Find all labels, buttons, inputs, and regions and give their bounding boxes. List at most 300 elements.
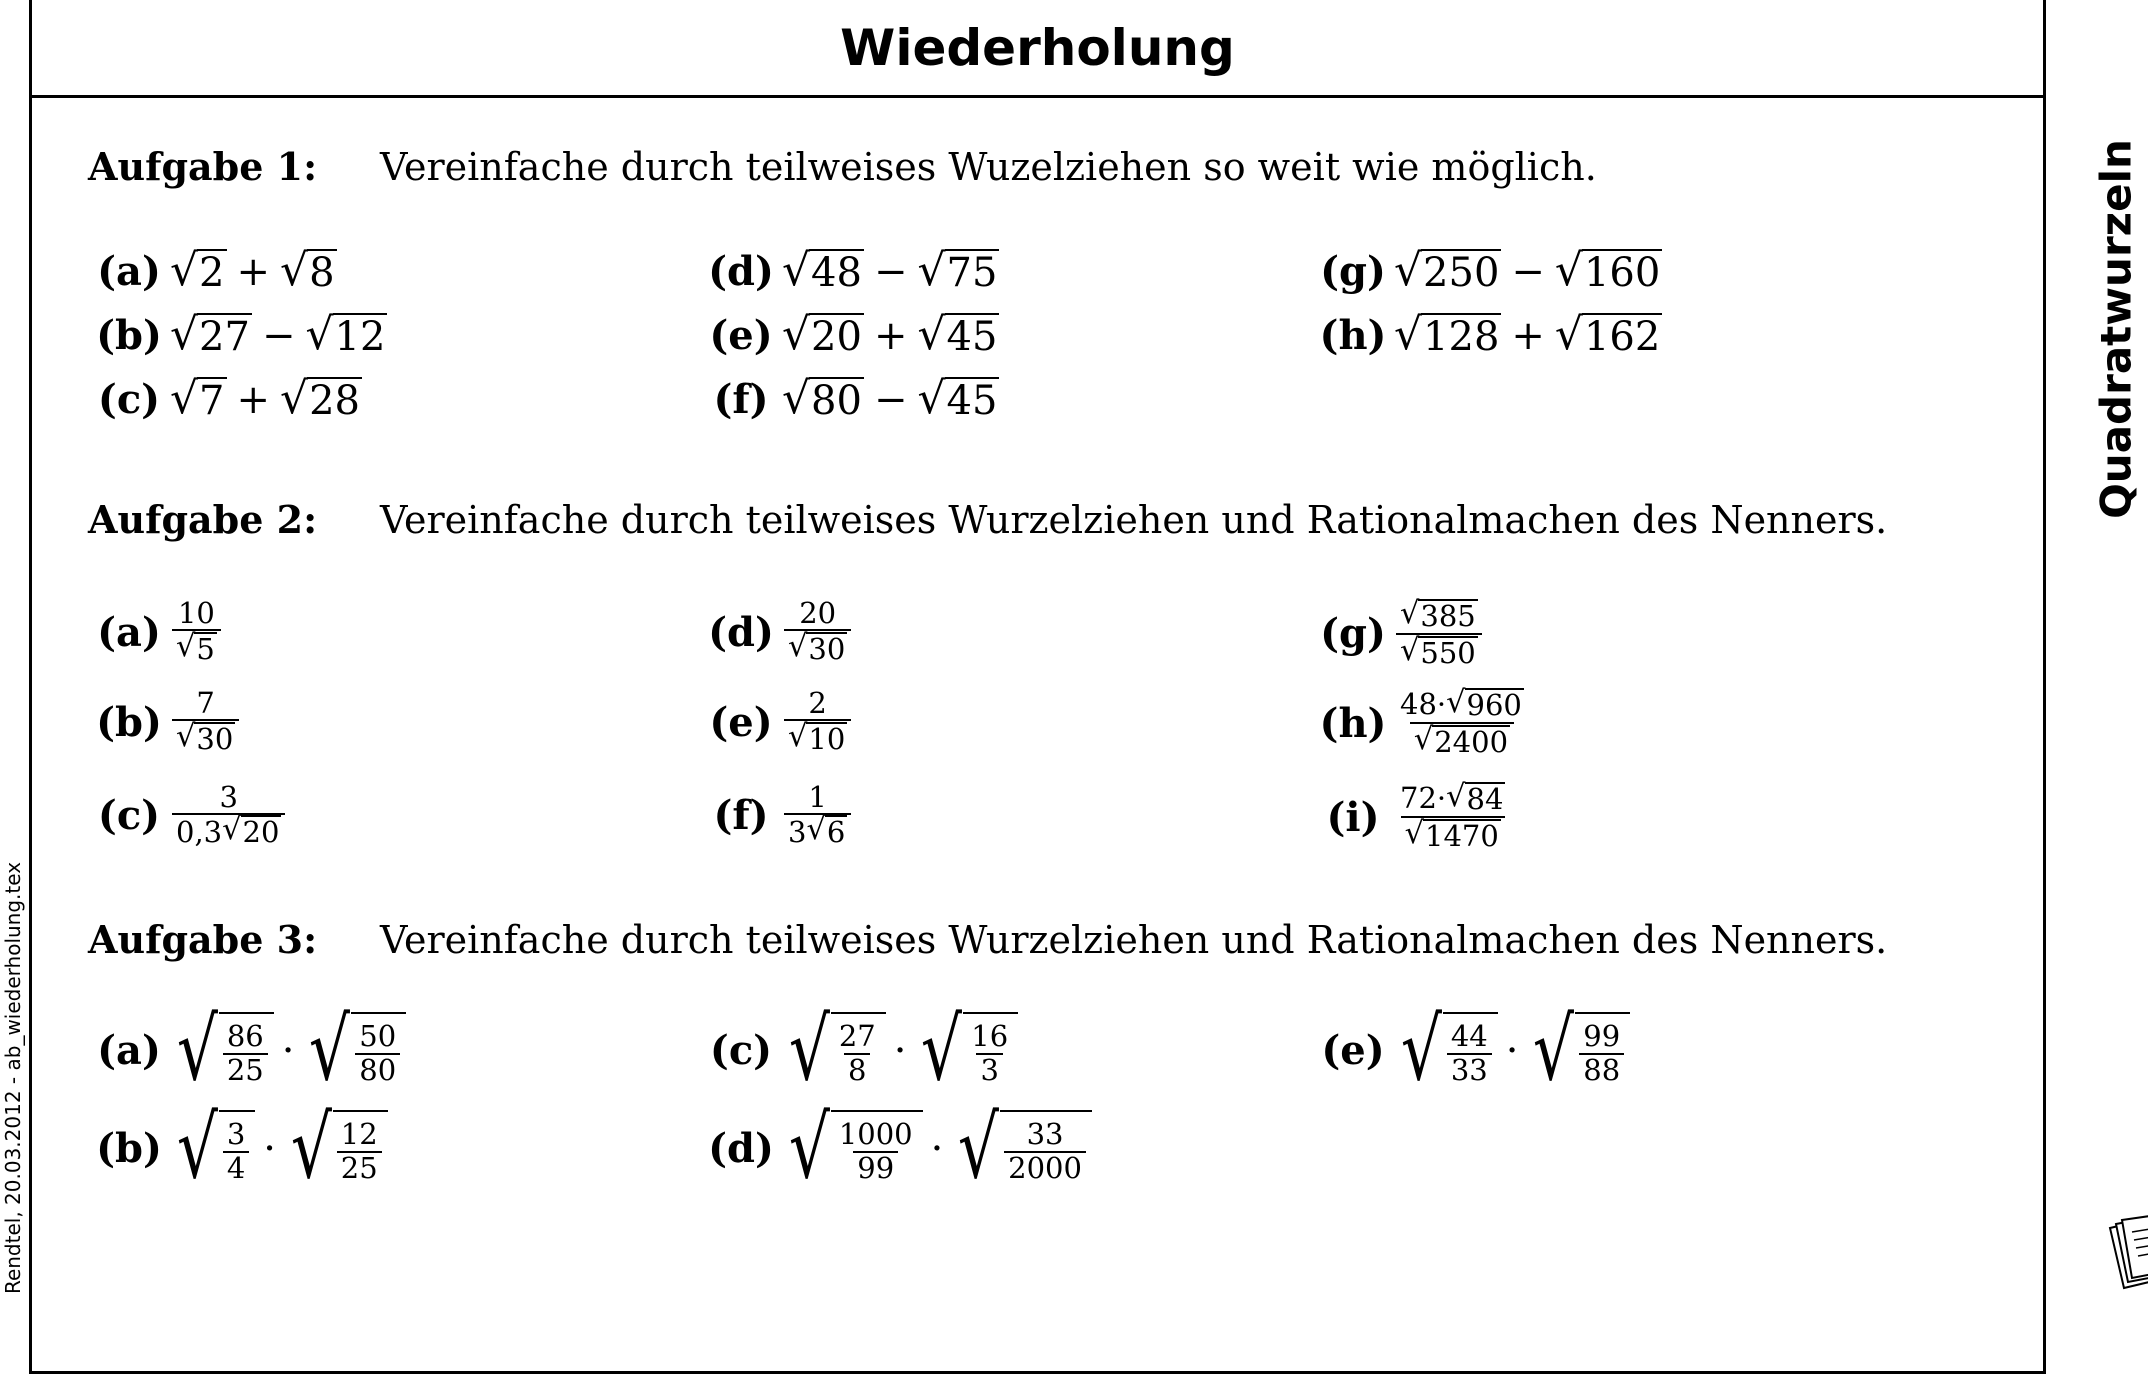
- operator: +: [1511, 312, 1545, 359]
- task-1-instruction: Vereinfache durch teilweises Wuzelziehen so weit wie möglich.: [380, 145, 1597, 189]
- radicand: 160: [1583, 249, 1661, 296]
- value: 3: [226, 1117, 246, 1152]
- item-label: (b): [96, 312, 162, 359]
- denominator: [976, 1053, 1002, 1086]
- item-label: (c): [709, 1027, 773, 1075]
- fraction: [835, 1021, 880, 1086]
- square-root: [170, 244, 227, 296]
- root-symbol: √: [1554, 244, 1583, 296]
- task-2-item: [88, 688, 241, 756]
- denominator: [223, 1053, 268, 1086]
- expression: [170, 308, 387, 360]
- fraction: [1579, 1021, 1624, 1086]
- expression: [782, 782, 853, 849]
- fraction: [337, 1119, 382, 1184]
- root-symbol: √: [1394, 308, 1423, 360]
- task-1-heading: [88, 144, 1597, 189]
- expression: [170, 1098, 388, 1198]
- expression: [170, 372, 362, 424]
- item-label: (g): [1320, 610, 1386, 658]
- square-root: [914, 1000, 1018, 1100]
- radicand: 12: [334, 313, 386, 360]
- root-symbol: √: [222, 812, 242, 848]
- task-2-item: [88, 782, 287, 849]
- term: [176, 719, 235, 757]
- task-2-label: Aufgabe 2:: [88, 497, 318, 542]
- denominator: [355, 1053, 400, 1086]
- expression: [782, 308, 999, 360]
- square-root: [170, 308, 252, 360]
- expression: [782, 688, 853, 756]
- operator: −: [873, 376, 908, 423]
- square-root: [1446, 685, 1524, 722]
- item-label: (h): [1319, 699, 1387, 747]
- multiply-dot: ·: [1505, 1027, 1519, 1074]
- item-label: (e): [709, 698, 773, 746]
- square-root: [782, 1098, 923, 1198]
- value: 33: [1026, 1117, 1064, 1152]
- radicand: 84: [1466, 782, 1504, 816]
- denominator: [1447, 1053, 1492, 1086]
- value: 99: [1583, 1019, 1621, 1054]
- item-label: (b): [96, 698, 162, 746]
- fraction: [784, 688, 851, 756]
- task-1-label: Aufgabe 1:: [88, 144, 318, 189]
- radicand: 10: [808, 722, 846, 757]
- item-label: (e): [709, 312, 773, 359]
- numerator-value: 10: [177, 596, 215, 630]
- task-1-item: [700, 244, 999, 296]
- square-root: [305, 308, 387, 360]
- radicand: 6: [826, 815, 846, 850]
- task-3-instruction: Vereinfache durch teilweises Wurzelziehen und Rationalmachen des Nenners.: [380, 918, 1888, 962]
- item-label: (i): [1326, 793, 1380, 841]
- root-symbol: √: [788, 1000, 830, 1100]
- fraction: [1396, 598, 1482, 670]
- radicand: 8: [309, 249, 335, 296]
- root-symbol: √: [176, 1098, 218, 1198]
- square-root: [1394, 1000, 1498, 1100]
- numerator: [804, 688, 830, 719]
- root-symbol: √: [782, 372, 811, 424]
- root-symbol: √: [917, 308, 946, 360]
- task-3-item: [88, 1000, 406, 1100]
- denominator: [223, 1151, 249, 1184]
- numerator: [1579, 1021, 1624, 1052]
- expression: [170, 244, 337, 296]
- square-root: [1413, 721, 1510, 759]
- multiply-dot: ·: [893, 1027, 907, 1074]
- item-label: (d): [708, 1125, 774, 1173]
- multiply-dot: ·: [281, 1027, 295, 1074]
- radicand: 550: [1420, 635, 1476, 670]
- radicand: 1470: [1425, 818, 1499, 853]
- radicand: 80: [811, 377, 862, 424]
- denominator: [1579, 1053, 1624, 1086]
- radicand: [1443, 1012, 1498, 1089]
- value: 25: [226, 1052, 264, 1087]
- numerator: [795, 598, 840, 629]
- denominator: [1401, 816, 1505, 853]
- radicand: [219, 1110, 255, 1187]
- root-symbol: √: [1400, 632, 1420, 668]
- expression: [170, 688, 241, 756]
- root-symbol: √: [921, 1000, 963, 1100]
- item-label: (b): [96, 1125, 162, 1173]
- task-2-item: [88, 598, 223, 666]
- expression: [1394, 308, 1662, 360]
- root-symbol: √: [1533, 1000, 1575, 1100]
- operator: −: [1511, 248, 1545, 295]
- item-label: (f): [713, 792, 769, 840]
- task-1-item: [88, 244, 337, 296]
- item-label: (d): [708, 248, 774, 295]
- numerator: [967, 1021, 1012, 1052]
- multiply-dot: ·: [263, 1125, 276, 1172]
- fraction: [223, 1119, 249, 1184]
- radicand: 28: [309, 377, 360, 424]
- square-root: [170, 1098, 255, 1198]
- radicand: 75: [946, 249, 998, 296]
- coefficient: 72·: [1400, 781, 1447, 816]
- radicand: [219, 1012, 274, 1089]
- task-1-item: [700, 372, 999, 424]
- task-2-instruction: Vereinfache durch teilweises Wurzelziehen und Rationalmachen des Nenners.: [380, 498, 1888, 542]
- square-root: [284, 1098, 388, 1198]
- expression: [782, 244, 999, 296]
- side-title-text: Quadratwurzeln: [2091, 139, 2141, 519]
- value: 1000: [838, 1117, 913, 1152]
- square-root: [917, 308, 999, 360]
- expression: [1394, 244, 1662, 296]
- root-symbol: √: [1400, 596, 1420, 631]
- value: 3: [980, 1052, 999, 1087]
- item-label: (h): [1319, 312, 1387, 359]
- radicand: [333, 1110, 388, 1187]
- numerator: [174, 598, 219, 629]
- radicand: [1000, 1110, 1092, 1187]
- page-title: Wiederholung: [840, 18, 1235, 77]
- radicand: 162: [1583, 313, 1661, 360]
- denominator: [1410, 722, 1514, 759]
- term: [1413, 721, 1510, 759]
- task-1-item: [1312, 244, 1662, 296]
- footer-text: Rendtel, 20.03.2012 - ab_wiederholung.tex: [1, 861, 25, 1295]
- task-3-item: [1312, 1000, 1630, 1100]
- denominator: [844, 1053, 870, 1086]
- value: 16: [971, 1019, 1009, 1054]
- denominator: [784, 719, 851, 756]
- root-symbol: √: [170, 372, 199, 424]
- root-symbol: √: [1413, 721, 1434, 757]
- term: [176, 812, 281, 850]
- radicand: 30: [196, 722, 234, 757]
- value: 12: [340, 1117, 378, 1152]
- fraction: [172, 688, 239, 756]
- term: [788, 719, 847, 757]
- numerator: [223, 1021, 268, 1052]
- task-3-item: [88, 1098, 388, 1198]
- root-symbol: √: [280, 372, 309, 424]
- square-root: [782, 308, 864, 360]
- fraction: [172, 782, 285, 849]
- square-root: [788, 629, 847, 667]
- item-label: (c): [97, 792, 161, 840]
- denominator: [337, 1151, 382, 1184]
- fraction: [355, 1021, 400, 1086]
- root-symbol: √: [1446, 685, 1466, 720]
- item-label: (e): [1321, 1027, 1385, 1075]
- square-root: [170, 372, 227, 424]
- task-3-item: [700, 1000, 1018, 1100]
- item-label: (a): [97, 608, 161, 656]
- fraction: [784, 598, 851, 666]
- square-root: [222, 812, 281, 850]
- value: 88: [1583, 1052, 1621, 1087]
- expression: [782, 1000, 1018, 1100]
- root-symbol: √: [170, 244, 199, 296]
- task-1-item: [1312, 308, 1662, 360]
- term: [1400, 596, 1478, 633]
- root-symbol: √: [788, 1098, 830, 1198]
- square-root: [1526, 1000, 1630, 1100]
- fraction: [1396, 779, 1509, 853]
- radicand: 250: [1423, 249, 1500, 296]
- task-2-item: [700, 688, 853, 756]
- root-symbol: √: [917, 372, 946, 424]
- term: [1400, 632, 1478, 670]
- fraction: [784, 782, 851, 849]
- square-root: [788, 719, 847, 757]
- task-1-item: [88, 308, 387, 360]
- numerator: [1023, 1119, 1068, 1150]
- document-pen-icon: [2100, 1208, 2148, 1298]
- square-root: [170, 1000, 274, 1100]
- radicand: [1575, 1012, 1630, 1089]
- square-root: [176, 719, 235, 757]
- square-root: [806, 812, 847, 850]
- operator: +: [873, 312, 908, 359]
- root-symbol: √: [176, 1000, 218, 1100]
- fraction: [1396, 685, 1528, 759]
- radicand: 2: [199, 249, 225, 296]
- expression: [170, 782, 287, 849]
- fraction: [223, 1021, 268, 1086]
- denominator: [1004, 1151, 1086, 1184]
- footer-note: [0, 818, 26, 1338]
- operator: +: [236, 248, 271, 295]
- radicand: 20: [811, 313, 862, 360]
- denominator: [784, 629, 851, 666]
- title-bar: [29, 0, 2046, 98]
- root-symbol: √: [309, 1000, 351, 1100]
- numerator: [835, 1021, 880, 1052]
- fraction: [835, 1119, 917, 1184]
- radicand: 27: [199, 313, 250, 360]
- item-label: (a): [97, 248, 161, 295]
- root-symbol: √: [176, 719, 196, 755]
- square-root: [1400, 632, 1478, 670]
- square-root: [1554, 308, 1662, 360]
- value: 25: [340, 1150, 378, 1185]
- expression: [782, 372, 999, 424]
- radicand: 45: [946, 377, 998, 424]
- task-2-heading: [88, 497, 1887, 542]
- value: 8: [848, 1052, 867, 1087]
- square-root: [782, 244, 864, 296]
- value: 33: [1450, 1052, 1488, 1087]
- root-symbol: √: [806, 812, 826, 848]
- radicand: 5: [196, 632, 215, 667]
- coefficient: 3: [788, 814, 807, 849]
- expression: [1394, 685, 1530, 759]
- root-symbol: √: [280, 244, 309, 296]
- radicand: 385: [1420, 599, 1476, 633]
- multiply-dot: ·: [930, 1125, 944, 1172]
- numerator: [337, 1119, 382, 1150]
- radicand: [963, 1012, 1018, 1089]
- term: [1404, 815, 1501, 853]
- square-root: [782, 1000, 886, 1100]
- value: 4: [226, 1150, 246, 1185]
- numerator-value: 2: [808, 686, 827, 720]
- root-symbol: √: [782, 308, 811, 360]
- numerator-value: 7: [196, 686, 215, 720]
- square-root: [1400, 596, 1478, 633]
- value: 50: [359, 1019, 397, 1054]
- numerator: [1396, 598, 1482, 633]
- square-root: [951, 1098, 1092, 1198]
- term: [1400, 685, 1524, 722]
- numerator: [804, 782, 830, 813]
- root-symbol: √: [958, 1098, 1000, 1198]
- radicand: 7: [199, 377, 225, 424]
- value: 2000: [1008, 1150, 1082, 1185]
- fraction: [967, 1021, 1012, 1086]
- denominator: [1396, 633, 1482, 670]
- task-1-item: [88, 372, 362, 424]
- root-symbol: √: [788, 629, 808, 665]
- fraction: [172, 598, 221, 666]
- root-symbol: √: [1554, 308, 1583, 360]
- coefficient: 0,3: [176, 814, 223, 849]
- numerator-value: 20: [799, 596, 837, 630]
- expression: [782, 1098, 1092, 1198]
- radicand: [351, 1012, 406, 1089]
- task-2-item: [1312, 598, 1484, 670]
- value: 27: [838, 1019, 876, 1054]
- root-symbol: √: [782, 244, 811, 296]
- radicand: 30: [808, 632, 846, 667]
- expression: [1394, 1000, 1630, 1100]
- denominator: [172, 629, 221, 666]
- denominator: [172, 813, 285, 849]
- numerator: [355, 1021, 400, 1052]
- item-label: (c): [97, 376, 161, 423]
- denominator: [784, 813, 851, 849]
- task-3-label: Aufgabe 3:: [88, 917, 318, 962]
- root-symbol: √: [305, 308, 334, 360]
- square-root: [782, 372, 864, 424]
- root-symbol: √: [1400, 1000, 1442, 1100]
- side-title: [2091, 139, 2141, 519]
- square-root: [176, 629, 217, 667]
- square-root: [1554, 244, 1662, 296]
- numerator-value: 3: [219, 780, 238, 814]
- root-symbol: √: [1404, 815, 1425, 851]
- operator: −: [261, 312, 296, 359]
- square-root: [1446, 779, 1505, 816]
- operator: +: [236, 376, 271, 423]
- radicand: 960: [1466, 688, 1522, 722]
- denominator: [853, 1151, 898, 1184]
- radicand: 45: [946, 313, 998, 360]
- value: 80: [359, 1052, 397, 1087]
- value: 44: [1450, 1019, 1488, 1054]
- task-2-item: [700, 782, 853, 849]
- fraction: [1004, 1119, 1086, 1184]
- numerator-value: 1: [808, 780, 827, 814]
- expression: [1394, 598, 1484, 670]
- expression: [1394, 779, 1511, 853]
- square-root: [1394, 308, 1501, 360]
- numerator: [215, 782, 241, 813]
- value: 86: [226, 1019, 264, 1054]
- term: [1400, 779, 1505, 816]
- task-3-heading: [88, 917, 1887, 962]
- numerator: [835, 1119, 917, 1150]
- item-label: (g): [1320, 248, 1386, 295]
- item-label: (f): [713, 376, 769, 423]
- value: 99: [857, 1150, 895, 1185]
- numerator: [192, 688, 218, 719]
- item-label: (a): [97, 1027, 161, 1075]
- task-2-item: [1312, 685, 1530, 759]
- task-1-item: [700, 308, 999, 360]
- operator: −: [873, 248, 908, 295]
- root-symbol: √: [176, 629, 196, 665]
- denominator: [172, 719, 239, 756]
- task-3-item: [700, 1098, 1092, 1198]
- term: [788, 812, 847, 850]
- root-symbol: √: [788, 719, 808, 755]
- radicand: [831, 1012, 886, 1089]
- square-root: [917, 372, 999, 424]
- expression: [170, 1000, 406, 1100]
- root-symbol: √: [290, 1098, 332, 1198]
- radicand: 128: [1423, 313, 1500, 360]
- expression: [782, 598, 853, 666]
- root-symbol: √: [1394, 244, 1423, 296]
- square-root: [917, 244, 999, 296]
- fraction: [1447, 1021, 1492, 1086]
- square-root: [280, 372, 362, 424]
- item-label: (d): [708, 608, 774, 656]
- radicand: [831, 1110, 923, 1187]
- task-2-item: [1312, 779, 1511, 853]
- term: [176, 629, 217, 667]
- task-2-item: [700, 598, 853, 666]
- radicand: 48: [811, 249, 862, 296]
- square-root: [302, 1000, 406, 1100]
- term: [788, 629, 847, 667]
- root-symbol: √: [917, 244, 946, 296]
- coefficient: 48·: [1400, 687, 1447, 722]
- root-symbol: √: [170, 308, 199, 360]
- square-root: [1404, 815, 1501, 853]
- radicand: 20: [242, 815, 280, 850]
- square-root: [1394, 244, 1501, 296]
